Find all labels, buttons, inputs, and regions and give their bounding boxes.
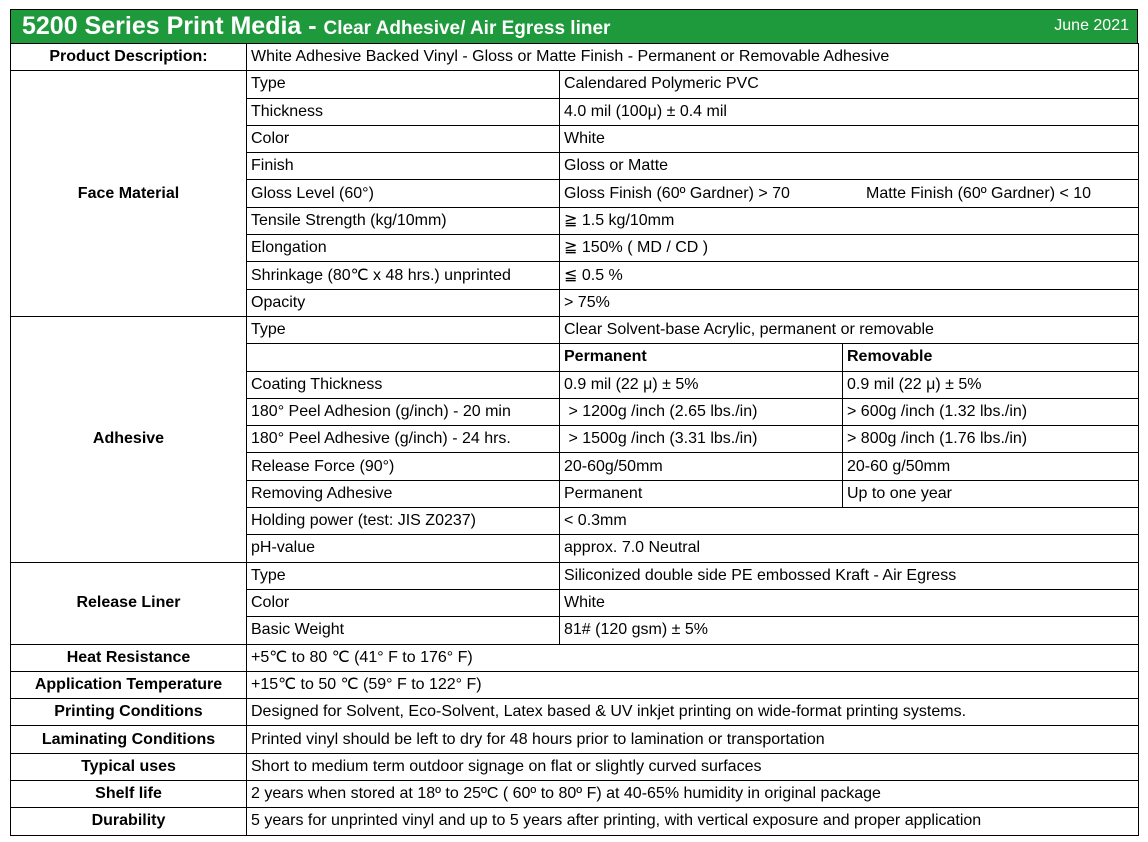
spec-label: Printing Conditions	[11, 699, 247, 726]
property-name: Coating Thickness	[247, 371, 560, 398]
property-value: White	[560, 125, 1139, 152]
publication-date: June 2021	[1054, 17, 1129, 34]
removable-value: 20-60 g/50mm	[843, 453, 1139, 480]
spec-value: 5 years for unprinted vinyl and up to 5 years after printing, with vertical exposure and proper application	[247, 808, 1139, 835]
property-name: Release Force (90°)	[247, 453, 560, 480]
property-name: Removing Adhesive	[247, 480, 560, 507]
spec-row	[11, 781, 1139, 808]
property-value: < 0.3mm	[560, 508, 1139, 535]
spec-row	[11, 753, 1139, 780]
property-name: Shrinkage (80℃ x 48 hrs.) unprinted	[247, 262, 560, 289]
spec-value: +15℃ to 50 ℃ (59° F to 122° F)	[247, 671, 1139, 698]
property-name: Gloss Level (60°)	[247, 180, 560, 207]
property-name: Holding power (test: JIS Z0237)	[247, 508, 560, 535]
face-material-row	[11, 71, 1139, 98]
property-value: 4.0 mil (100μ) ± 0.4 mil	[560, 98, 1139, 125]
product-description-value: White Adhesive Backed Vinyl - Gloss or Matte Finish - Permanent or Removable Adhesive	[247, 44, 1139, 71]
spec-table-body	[11, 44, 1139, 836]
empty-cell	[247, 344, 560, 371]
spec-label: Laminating Conditions	[11, 726, 247, 753]
header-banner	[10, 9, 1138, 43]
property-value: Siliconized double side PE embossed Kraft - Air Egress	[560, 562, 1139, 589]
property-name: Type	[247, 562, 560, 589]
property-name: 180° Peel Adhesion (g/inch) - 20 min	[247, 398, 560, 425]
property-value: ≧ 150% ( MD / CD )	[560, 235, 1139, 262]
permanent-value: > 1500g /inch (3.31 lbs./in)	[560, 426, 843, 453]
permanent-value: 20-60g/50mm	[560, 453, 843, 480]
removable-value: 0.9 mil (22 μ) ± 5%	[843, 371, 1139, 398]
property-value: > 75%	[560, 289, 1139, 316]
gloss-finish-value: Gloss Finish (60º Gardner) > 70	[564, 184, 790, 202]
property-name: Type	[247, 71, 560, 98]
release-liner-row	[11, 562, 1139, 589]
matte-finish-value: Matte Finish (60º Gardner) < 10	[866, 184, 1092, 202]
property-name: Opacity	[247, 289, 560, 316]
property-value: 81# (120 gsm) ± 5%	[560, 617, 1139, 644]
property-name: Elongation	[247, 235, 560, 262]
spec-row	[11, 808, 1139, 835]
property-value: approx. 7.0 Neutral	[560, 535, 1139, 562]
page-subtitle: Clear Adhesive/ Air Egress liner	[323, 18, 611, 39]
property-value	[560, 180, 1139, 207]
spec-value: Designed for Solvent, Eco-Solvent, Latex based & UV inkjet printing on wide-format printing systems.	[247, 699, 1139, 726]
property-value: White	[560, 589, 1139, 616]
permanent-value: 0.9 mil (22 μ) ± 5%	[560, 371, 843, 398]
spec-row	[11, 671, 1139, 698]
spec-value: 2 years when stored at 18º to 25ºC ( 60º to 80º F) at 40-65% humidity in original package	[247, 781, 1139, 808]
property-name: Thickness	[247, 98, 560, 125]
section-label-face-material: Face Material	[11, 71, 247, 317]
product-description-row	[11, 44, 1139, 71]
spec-label: Typical uses	[11, 753, 247, 780]
section-label-product-description: Product Description:	[11, 44, 247, 71]
property-name: Basic Weight	[247, 617, 560, 644]
spec-row	[11, 726, 1139, 753]
spec-value: +5℃ to 80 ℃ (41° F to 176° F)	[247, 644, 1139, 671]
title-text: 5200 Series Print Media -	[22, 12, 324, 40]
adhesive-row	[11, 316, 1139, 343]
property-value: Gloss or Matte	[560, 153, 1139, 180]
spec-label: Application Temperature	[11, 671, 247, 698]
removable-value: > 800g /inch (1.76 lbs./in)	[843, 426, 1139, 453]
spec-value: Printed vinyl should be left to dry for 48 hours prior to lamination or transportation	[247, 726, 1139, 753]
spec-row	[11, 699, 1139, 726]
spec-row	[11, 644, 1139, 671]
removable-value: > 600g /inch (1.32 lbs./in)	[843, 398, 1139, 425]
property-name: Tensile Strength (kg/10mm)	[247, 207, 560, 234]
property-name: 180° Peel Adhesive (g/inch) - 24 hrs.	[247, 426, 560, 453]
spec-label: Durability	[11, 808, 247, 835]
spec-value: Short to medium term outdoor signage on flat or slightly curved surfaces	[247, 753, 1139, 780]
column-header-removable: Removable	[843, 344, 1139, 371]
spec-label: Shelf life	[11, 781, 247, 808]
permanent-value: Permanent	[560, 480, 843, 507]
property-name: Finish	[247, 153, 560, 180]
page-title	[22, 12, 610, 41]
removable-value: Up to one year	[843, 480, 1139, 507]
property-value: Clear Solvent-base Acrylic, permanent or removable	[560, 316, 1139, 343]
property-value: Calendared Polymeric PVC	[560, 71, 1139, 98]
property-name: Type	[247, 316, 560, 343]
property-value: ≦ 0.5 %	[560, 262, 1139, 289]
column-header-permanent: Permanent	[560, 344, 843, 371]
spec-sheet	[10, 9, 1138, 836]
section-label-release-liner: Release Liner	[11, 562, 247, 644]
property-name: pH-value	[247, 535, 560, 562]
spec-label: Heat Resistance	[11, 644, 247, 671]
section-label-adhesive: Adhesive	[11, 316, 247, 562]
property-name: Color	[247, 125, 560, 152]
spec-table	[10, 43, 1139, 836]
property-name: Color	[247, 589, 560, 616]
property-value: ≧ 1.5 kg/10mm	[560, 207, 1139, 234]
permanent-value: > 1200g /inch (2.65 lbs./in)	[560, 398, 843, 425]
